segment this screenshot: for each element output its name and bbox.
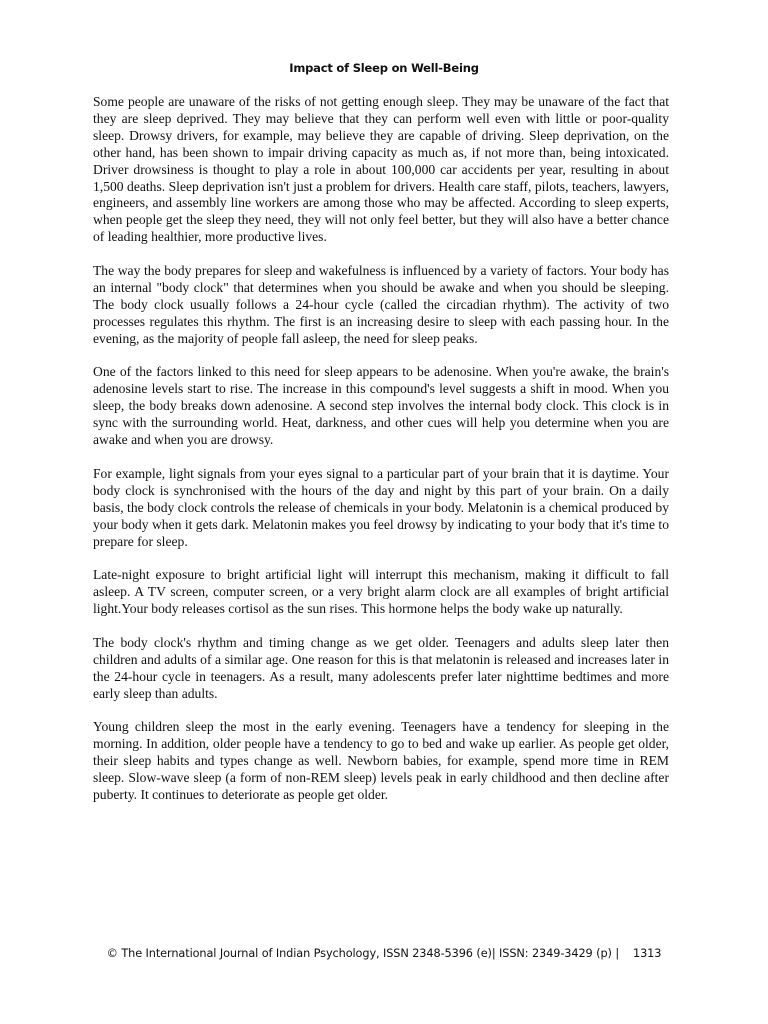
paragraph: The body clock's rhythm and timing change as we get older. Teenagers and adults sleep later then children and adults of a similar age. One reason for this is that melatonin is released and increases later in the 24-hour cycle in teenagers. As a result, many adolescents prefer later nighttime bedtimes and more early sleep than adults. bbox=[93, 634, 669, 701]
paragraph: The way the body prepares for sleep and wakefulness is influenced by a variety of factors. Your body has an internal "body clock" that determines when you should be awake and when you should be sleeping. The body clock usually follows a 24-hour cycle (called the circadian rhythm). The activity of two processes regulates this rhythm. The first is an increasing desire to sleep with each passing hour. In the evening, as the majority of people fall asleep, the need for sleep peaks. bbox=[93, 263, 669, 346]
page-title: Impact of Sleep on Well-Being bbox=[289, 61, 479, 75]
paragraph: Young children sleep the most in the early evening. Teenagers have a tendency for sleeping in the morning. In addition, older people have a tendency to go to bed and wake up earlier. As people get older, their sleep habits and types change as well. Newborn babies, for example, spend more time in REM sleep. Slow-wave sleep (a form of non-REM sleep) levels peak in early childhood and then decline after puberty. It continues to deteriorate as people get older. bbox=[93, 719, 669, 803]
paragraph: For example, light signals from your eyes signal to a particular part of your brain that it is daytime. Your body clock is synchronised with the hours of the day and night by this part of your brain. On a daily basis, the body clock controls the release of chemicals in your body. Melatonin is a chemical produced by your body when it gets dark. Melatonin makes you feel drowsy by indicating to your body that it's time to prepare for sleep. bbox=[93, 465, 669, 549]
paragraph: Late-night exposure to bright artificial light will interrupt this mechanism, making it difficult to fall asleep. A TV screen, computer screen, or a very bright alarm clock are all examples of bright artificial light.Your body releases cortisol as the sun rises. This hormone helps the body wake up naturally. bbox=[93, 567, 669, 617]
paragraph: One of the factors linked to this need for sleep appears to be adenosine. When you're awake, the brain's adenosine levels start to rise. The increase in this compound's level suggests a shift in mood. When you sleep, the body breaks down adenosine. A second step involves the internal body clock. This clock is in sync with the surrounding world. Heat, darkness, and other cues will help you determine when you are awake and when you are drowsy. bbox=[93, 364, 669, 448]
page-footer: © The International Journal of Indian Psychology, ISSN 2348-5396 (e)| ISSN: 2349-3429 (p) | 1313 bbox=[106, 947, 662, 960]
paragraph: Some people are unaware of the risks of not getting enough sleep. They may be unaware of the fact that they are sleep deprived. They may believe that they can perform well even with little or poor-quality sleep. Drowsy drivers, for example, may believe they are capable of driving. Sleep deprivation, on the other hand, has been shown to impair driving capacity as much as, if not more than, being intoxicated. Driver drowsiness is thought to play a role in about 100,000 car accidents per year, resulting in about 1,500 deaths. Sleep deprivation isn't just a problem for drivers. Health care staff, pilots, teachers, lawyers, engineers, and assembly line workers are among those who may be affected. According to sleep experts, when people get the sleep they need, they will not only feel better, but they will also have a better chance of leading healthier, more productive lives. bbox=[93, 94, 669, 245]
article-body bbox=[93, 94, 669, 821]
